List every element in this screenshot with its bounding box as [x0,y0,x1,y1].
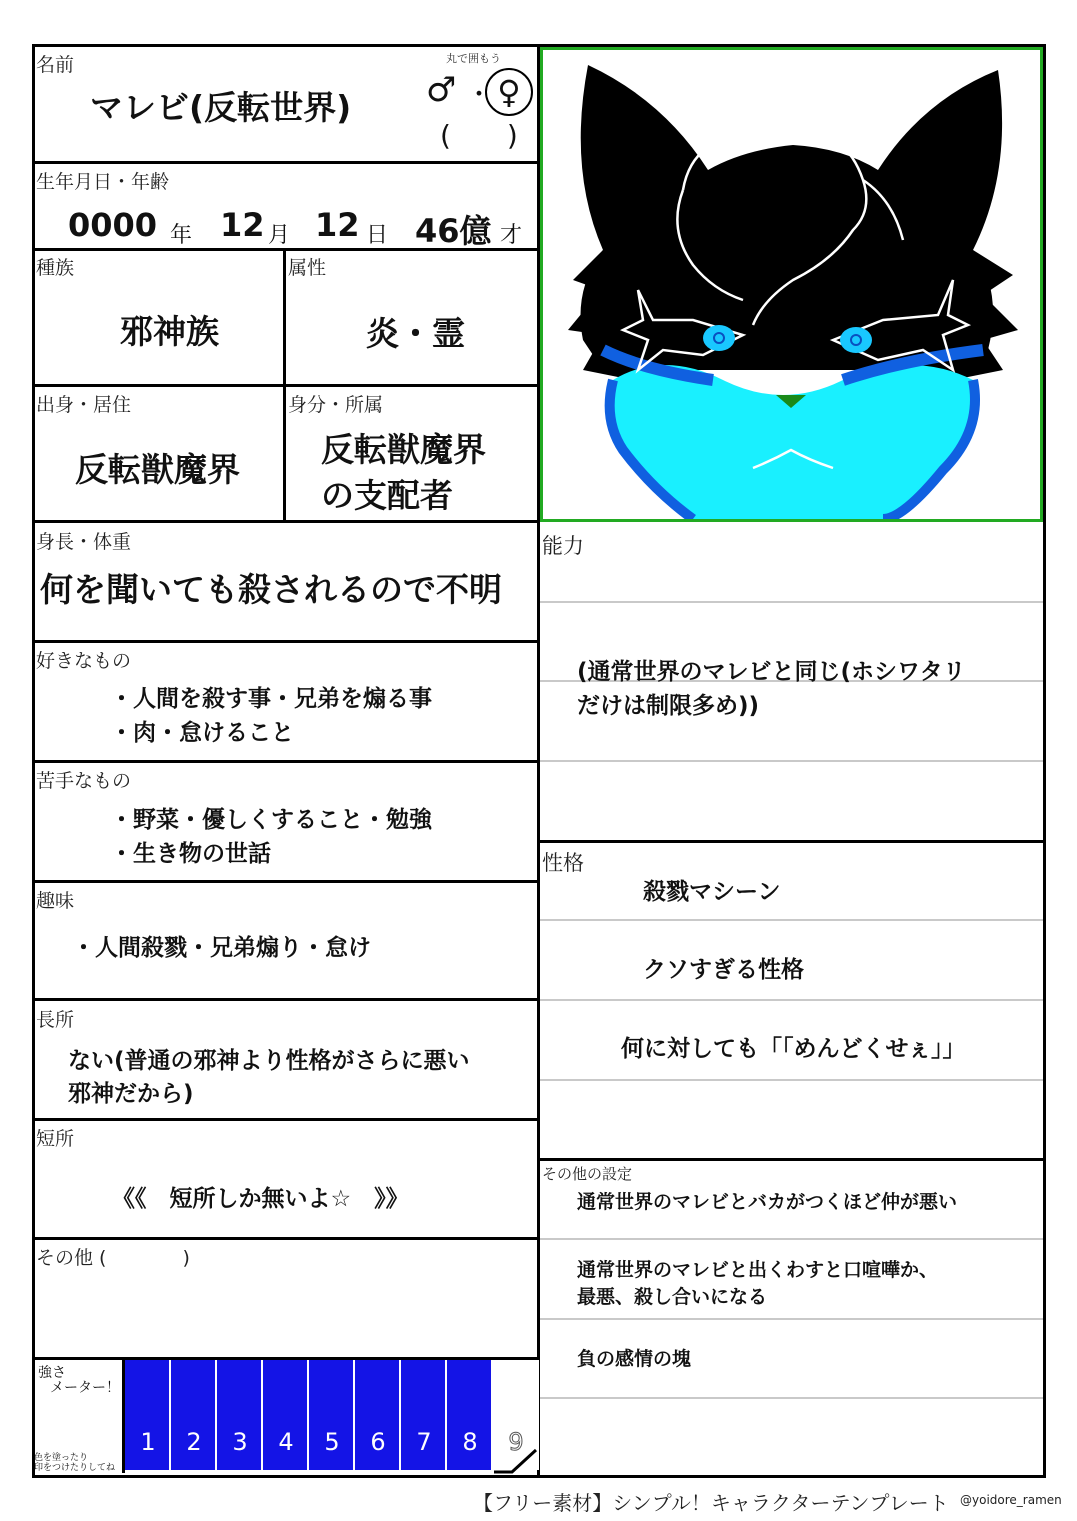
meter-number-4: 4 [278,1428,294,1456]
birth-month: 12 [220,206,265,244]
meter-number-1: 1 [140,1428,156,1456]
personality-line1: 殺戮マシーン [643,879,781,905]
meter-note-2: 印をつけたりしてね [34,1463,116,1473]
name-label: 名前 [36,54,75,76]
dislikes-label: 苦手なもの [36,770,132,792]
birth-label: 生年月日・年齢 [36,171,170,193]
other-settings-line1: 通常世界のマレビとバカがつくほど仲が悪い [577,1191,958,1213]
weakness-value: 《《 短所しか無いよ☆ 》》 [112,1186,409,1212]
meter-tail [492,1420,540,1476]
ability-line2: だけは制限多め)) [577,693,760,719]
birth-year: 0000 [68,206,158,244]
personality-line2: クソすぎる性格 [643,957,804,983]
female-symbol: ♀ [485,68,533,116]
age-unit: 才 [500,223,523,248]
strength-line1: ない(普通の邪神より性格がさらに悪い [68,1048,470,1074]
likes-line1: ・人間を殺す事・兄弟を煽る事 [110,686,432,712]
year-unit: 年 [170,223,193,248]
portrait-frame [540,47,1043,522]
weakness-label: 短所 [36,1128,75,1150]
meter-number-2: 2 [186,1428,202,1456]
other-settings-line2a: 通常世界のマレビと出くわすと口喧嘩か、 [577,1259,939,1281]
personality-label: 性格 [542,851,584,875]
status-line2: の支配者 [321,476,453,515]
footer-credit: @yoidore_ramen [960,1493,1062,1507]
other-settings-line3: 負の感情の塊 [577,1348,692,1370]
male-symbol: ♂ [426,70,457,110]
other-settings-label: その他の設定 [542,1165,633,1183]
attribute-value: 炎・霊 [366,314,465,353]
likes-line2: ・肉・怠けること [110,720,294,746]
hobby-label: 趣味 [36,890,75,912]
circle-note: 丸で囲もう [446,52,501,65]
status-label: 身分・所属 [288,394,384,416]
month-unit: 月 [268,223,291,248]
species-label: 種族 [36,257,75,279]
birth-day: 12 [315,206,360,244]
meter-label-2: メーター！ [50,1380,120,1396]
hobby-value: ・人間殺戮・兄弟煽り・怠け [72,935,371,961]
ability-line1: (通常世界のマレビと同じ(ホシワタリ [577,659,966,685]
age: 46億 [415,212,492,250]
likes-label: 好きなもの [36,650,132,672]
height-label: 身長・体重 [36,531,132,553]
strength-line2: 邪神だから) [68,1081,194,1107]
meter-number-5: 5 [324,1428,340,1456]
dislikes-line1: ・野菜・優しくすること・勉強 [110,807,432,833]
dislikes-line2: ・生き物の世話 [110,841,271,867]
meter-number-3: 3 [232,1428,248,1456]
other-settings-line2b: 最悪、殺し合いになる [577,1286,768,1308]
character-portrait [543,50,1040,519]
strength-label: 長所 [36,1009,75,1031]
origin-label: 出身・居住 [36,394,132,416]
meter-number-7: 7 [416,1428,432,1456]
origin-value: 反転獣魔界 [75,450,240,489]
species-value: 邪神族 [120,312,219,351]
gender-separator: ・ [466,80,493,110]
attribute-label: 属性 [288,257,327,279]
meter-label-1: 強さ [38,1365,66,1381]
height-value: 何を聞いても殺されるので不明 [40,570,502,609]
meter-note-1: 色を塗ったり [34,1453,89,1463]
personality-line3: 何に対しても「「めんどくせぇ」」 [621,1036,966,1062]
ability-label: 能力 [542,534,584,558]
day-unit: 日 [366,223,389,248]
meter-number-9: 9 [508,1428,524,1456]
meter-number-6: 6 [370,1428,386,1456]
character-name: マレビ(反転世界) [90,88,352,127]
gender-blank: ( ) [440,119,518,152]
footer-title: 【フリー素材】シンプル！キャラクターテンプレート [473,1491,949,1515]
other-label: その他 ( ) [36,1247,190,1269]
meter-number-8: 8 [462,1428,478,1456]
status-line1: 反転獣魔界 [321,430,486,469]
